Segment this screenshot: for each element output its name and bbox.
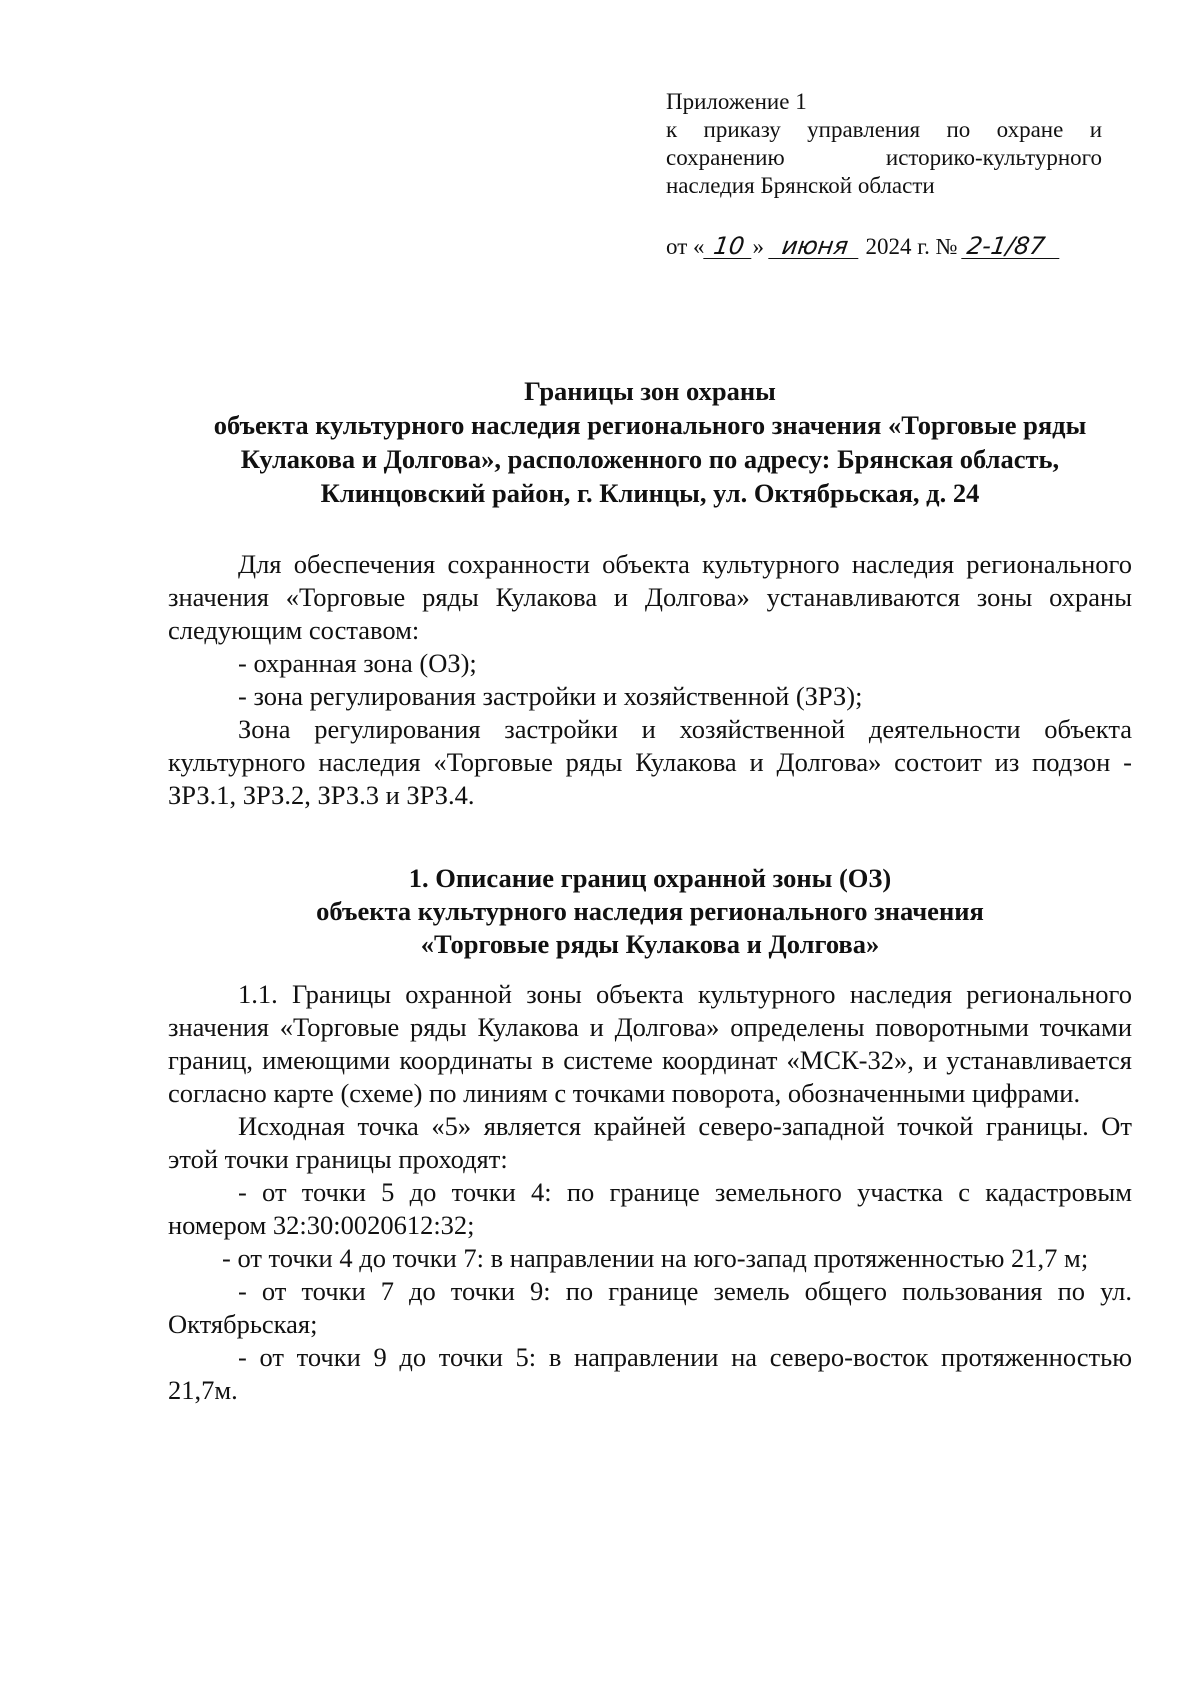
section-1-list-item-2: - от точки 4 до точки 7: в направлении на юго-запад протяженностью 21,7 м; bbox=[222, 1243, 1089, 1273]
appendix-label: Приложение 1 bbox=[666, 89, 807, 114]
order-month-handwritten: июня bbox=[768, 234, 862, 259]
title-line-4: Клинцовский район, г. Клинцы, ул. Октябрьская, д. 24 bbox=[320, 478, 980, 508]
order-day-handwritten: 10 bbox=[703, 234, 755, 259]
title-line-2: объекта культурного наследия регионального значения «Торговые ряды bbox=[213, 410, 1087, 440]
intro-paragraph-2: Зона регулирования застройки и хозяйственной деятельности объекта культурного наследия «Торговые ряды Кулакова и Долгова» состоит из подзон - ЗРЗ.1, ЗРЗ.2, ЗРЗ.3 и ЗРЗ.4. bbox=[168, 714, 1132, 810]
intro-list-item-2: - зона регулирования застройки и хозяйственной (ЗРЗ); bbox=[238, 681, 863, 711]
order-quote-close: » bbox=[752, 234, 764, 259]
intro-list-item-1: - охранная зона (ОЗ); bbox=[238, 648, 477, 678]
order-prefix: от « bbox=[666, 234, 705, 259]
section-1-list-item-4: - от точки 9 до точки 5: в направлении на северо-восток протяженностью 21,7м. bbox=[168, 1342, 1132, 1405]
title-line-1: Границы зон охраны bbox=[524, 376, 776, 406]
section-1-list-item-3: - от точки 7 до точки 9: по границе земель общего пользования по ул. Октябрьская; bbox=[168, 1276, 1132, 1339]
appendix-header bbox=[666, 88, 1102, 200]
intro-paragraph-1: Для обеспечения сохранности объекта культурного наследия регионального значения «Торговые ряды Кулакова и Долгова» устанавливаются зоны охраны следующим составом: bbox=[168, 549, 1132, 645]
appendix-line-4: наследия Брянской области bbox=[666, 173, 935, 198]
section-1-title-line-1: 1. Описание границ охранной зоны (ОЗ) bbox=[408, 863, 892, 893]
section-1-title-line-3: «Торговые ряды Кулакова и Долгова» bbox=[420, 929, 880, 959]
order-date-line bbox=[666, 232, 1126, 262]
section-1-paragraph-1: 1.1. Границы охранной зоны объекта культурного наследия регионального значения «Торговые ряды Кулакова и Долгова» определены поворотными точками границ, имеющими координаты в системе координат «МСК-32», и устанавливается согласно карте (схеме) по линиям с точками поворота, обозначенными цифрами. bbox=[168, 979, 1132, 1108]
section-1-list-item-1: - от точки 5 до точки 4: по границе земельного участка с кадастровым номером 32:30:0020612:32; bbox=[168, 1177, 1132, 1240]
order-number-handwritten: 2-1/87 bbox=[962, 234, 1064, 259]
intro-section bbox=[168, 548, 1132, 812]
section-1-title-line-2: объекта культурного наследия регионального значения bbox=[316, 896, 984, 926]
section-1-title bbox=[168, 862, 1132, 961]
appendix-line-3: сохранению историко-культурного bbox=[666, 145, 1102, 170]
section-1-body bbox=[168, 978, 1132, 1407]
appendix-line-2: к приказу управления по охране и bbox=[666, 117, 1102, 142]
document-title bbox=[168, 374, 1132, 510]
section-1-paragraph-2: Исходная точка «5» является крайней северо-западной точкой границы. От этой точки границы проходят: bbox=[168, 1111, 1132, 1174]
order-year: 2024 г. № bbox=[865, 234, 958, 259]
title-line-3: Кулакова и Долгова», расположенного по адресу: Брянская область, bbox=[240, 444, 1060, 474]
